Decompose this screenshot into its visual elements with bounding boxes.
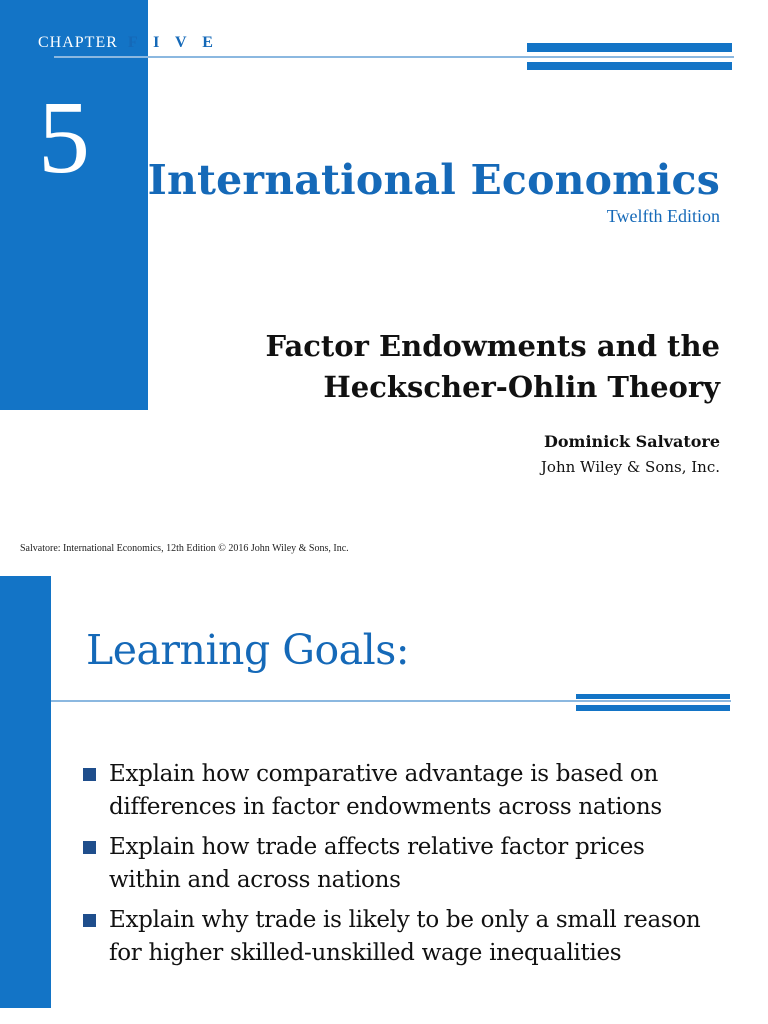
square-bullet-icon — [83, 841, 96, 854]
chapter-number: 5 — [38, 80, 90, 195]
header-accent-bar-top — [527, 43, 732, 52]
edition-label: Twelfth Edition — [606, 206, 720, 226]
heading-accent-bar-bottom — [576, 705, 730, 711]
chapter-title-line-2: Heckscher-Ohlin Theory — [323, 370, 720, 404]
goal-text: Explain how comparative advantage is based on differences in factor endowments across nations — [109, 761, 662, 820]
header-rule-line — [54, 56, 734, 58]
left-blue-strip — [0, 576, 51, 1008]
square-bullet-icon — [83, 914, 96, 927]
list-item — [80, 758, 720, 824]
publisher-name: John Wiley & Sons, Inc. — [540, 458, 720, 476]
book-title: International Economics — [147, 156, 720, 204]
author-name: Dominick Salvatore — [544, 432, 720, 451]
chapter-number-word: F I V E — [127, 34, 219, 51]
chapter-word: CHAPTER — [38, 34, 118, 51]
chapter-title-line-1: Factor Endowments and the — [265, 329, 720, 363]
goal-text: Explain why trade is likely to be only a small reason for higher skilled-unskilled wage inequalities — [109, 907, 701, 966]
heading-accent-bar-top — [576, 694, 730, 699]
copyright-footer: Salvatore: International Economics, 12th Edition © 2016 John Wiley & Sons, Inc. — [20, 543, 349, 554]
learning-goals-list — [80, 758, 720, 977]
chapter-blue-block — [0, 0, 148, 410]
list-item — [80, 904, 720, 970]
list-item — [80, 831, 720, 897]
square-bullet-icon — [83, 768, 96, 781]
learning-goals-heading: Learning Goals: — [86, 626, 410, 674]
chapter-label — [38, 34, 219, 52]
goal-text: Explain how trade affects relative factor prices within and across nations — [109, 834, 645, 893]
heading-rule-line — [51, 700, 731, 702]
header-accent-bar-bottom — [527, 62, 732, 70]
chapter-title — [265, 326, 720, 408]
